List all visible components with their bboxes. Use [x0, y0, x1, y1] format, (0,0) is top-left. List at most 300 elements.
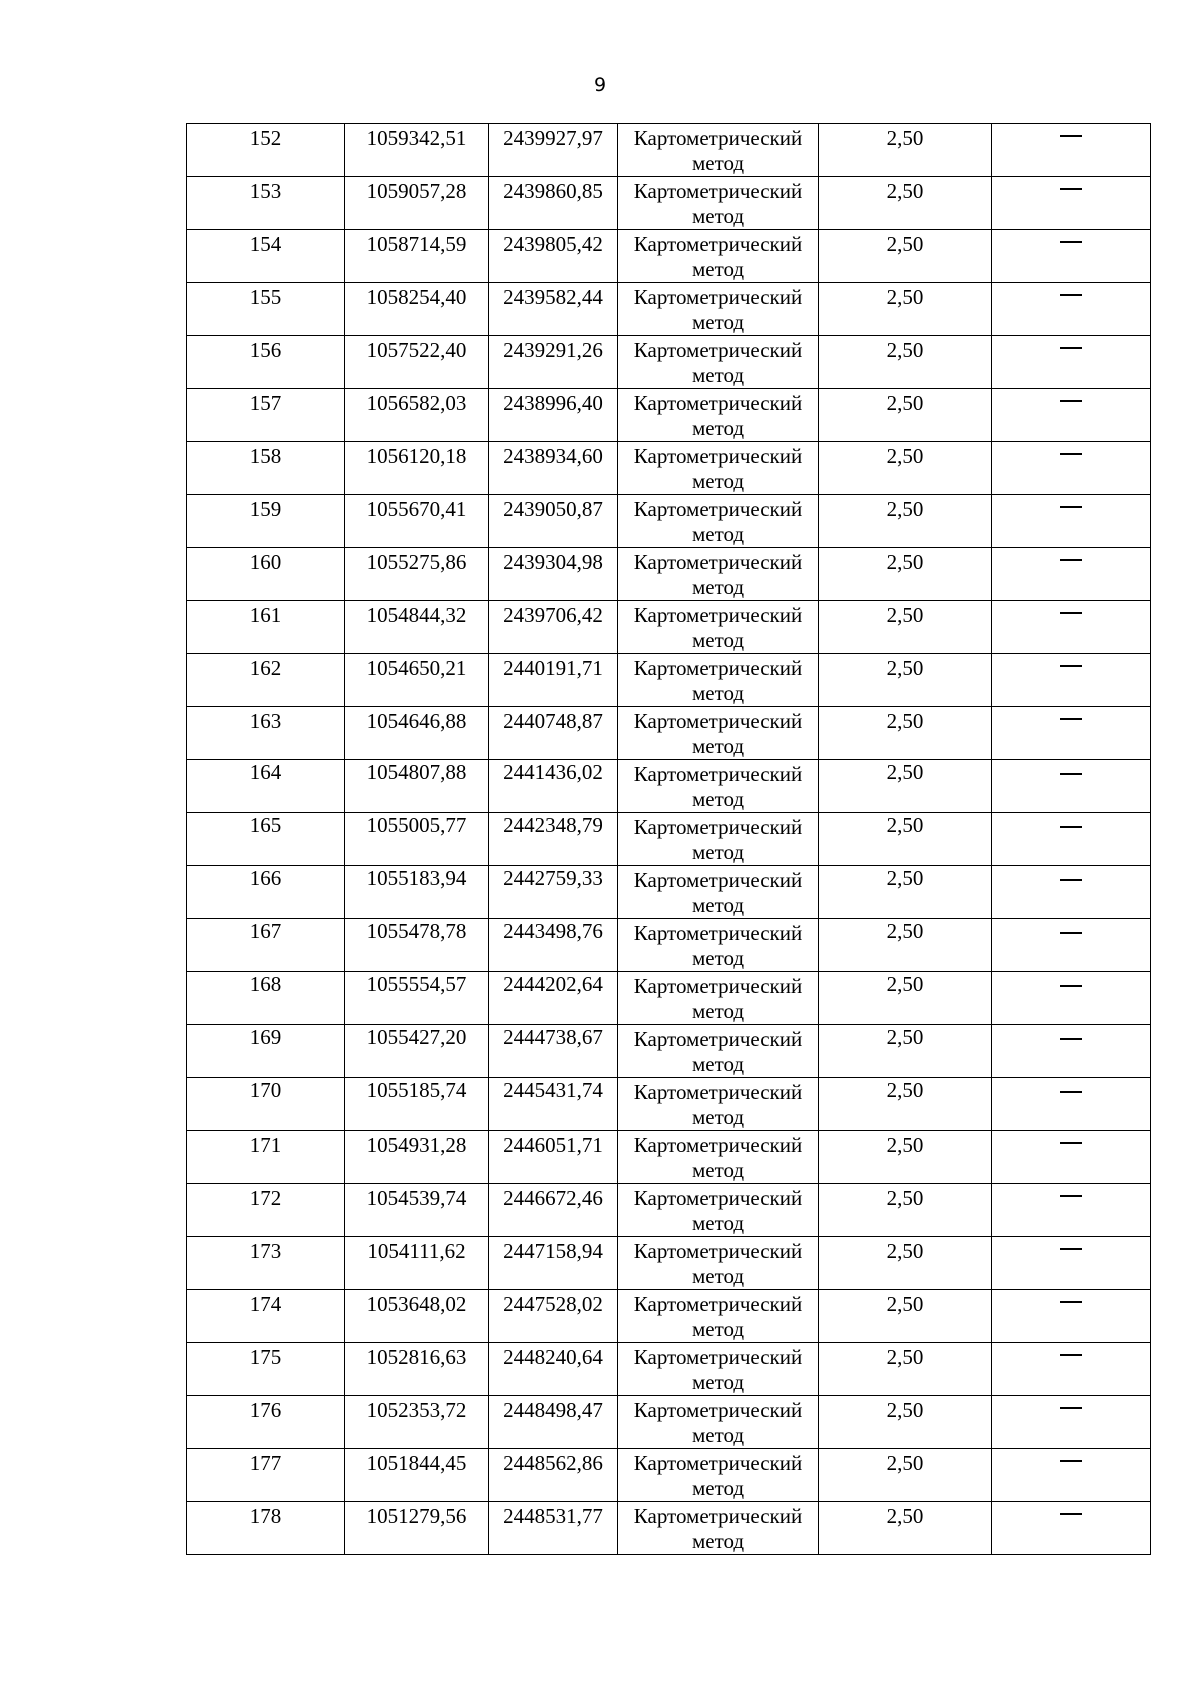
point-number-cell [187, 230, 345, 283]
x-coordinate-text: 1051844,45 [366, 1451, 467, 1475]
x-coordinate-text: 1054539,74 [366, 1186, 467, 1210]
page-number: 9 [593, 74, 607, 96]
y-coordinate-cell [489, 654, 618, 707]
dash-mark [1060, 241, 1082, 243]
accuracy-text: 2,50 [886, 391, 924, 415]
y-coordinate-text: 2440748,87 [503, 709, 603, 733]
x-coordinate-cell [345, 336, 489, 389]
point-number-cell [187, 1396, 345, 1449]
note-cell [992, 1237, 1151, 1290]
y-coordinate-cell [489, 760, 618, 813]
point-number-cell [187, 654, 345, 707]
x-coordinate-text: 1054807,88 [366, 760, 467, 784]
table-row [187, 1290, 1151, 1343]
y-coordinate-text: 2441436,02 [503, 760, 603, 784]
table-row [187, 972, 1151, 1025]
x-coordinate-cell [345, 283, 489, 336]
dash-mark [1060, 1142, 1082, 1144]
x-coordinate-cell [345, 601, 489, 654]
method-text: Картометрический метод [633, 603, 803, 652]
point-number-text: 154 [249, 232, 282, 256]
y-coordinate-cell [489, 177, 618, 230]
method-text: Картометрический метод [633, 497, 803, 546]
x-coordinate-text: 1054111,62 [367, 1239, 466, 1263]
y-coordinate-cell [489, 707, 618, 760]
method-cell [618, 389, 819, 442]
method-text: Картометрический метод [633, 1398, 803, 1447]
y-coordinate-text: 2439805,42 [503, 232, 603, 256]
accuracy-cell [819, 654, 992, 707]
point-number-cell [187, 1343, 345, 1396]
point-number-text: 178 [249, 1504, 282, 1528]
y-coordinate-cell [489, 389, 618, 442]
y-coordinate-text: 2439860,85 [503, 179, 603, 203]
y-coordinate-text: 2439050,87 [503, 497, 603, 521]
dash-mark [1060, 879, 1082, 881]
note-cell [992, 495, 1151, 548]
method-cell [618, 760, 819, 813]
x-coordinate-text: 1055005,77 [366, 813, 467, 837]
y-coordinate-text: 2446051,71 [503, 1133, 603, 1157]
method-cell [618, 124, 819, 177]
method-text: Картометрический метод [633, 338, 803, 387]
x-coordinate-text: 1059057,28 [366, 179, 467, 203]
x-coordinate-text: 1051279,56 [366, 1504, 467, 1528]
accuracy-text: 2,50 [886, 709, 924, 733]
point-number-cell [187, 1184, 345, 1237]
y-coordinate-cell [489, 1131, 618, 1184]
accuracy-text: 2,50 [886, 1025, 924, 1049]
point-number-cell [187, 495, 345, 548]
method-cell [618, 548, 819, 601]
note-cell [992, 760, 1151, 813]
dash-mark [1060, 932, 1082, 934]
method-text: Картометрический метод [633, 921, 803, 970]
accuracy-text: 2,50 [886, 1504, 924, 1528]
table-row [187, 866, 1151, 919]
method-text: Картометрический метод [633, 974, 803, 1023]
accuracy-cell [819, 177, 992, 230]
dash-mark [1060, 773, 1082, 775]
note-cell [992, 707, 1151, 760]
accuracy-cell [819, 1184, 992, 1237]
point-number-cell [187, 124, 345, 177]
dash-mark [1060, 665, 1082, 667]
y-coordinate-text: 2448240,64 [503, 1345, 603, 1369]
x-coordinate-text: 1055554,57 [366, 972, 467, 996]
y-coordinate-cell [489, 866, 618, 919]
point-number-text: 161 [249, 603, 282, 627]
table-row [187, 601, 1151, 654]
dash-mark [1060, 506, 1082, 508]
dash-mark [1060, 347, 1082, 349]
x-coordinate-text: 1053648,02 [366, 1292, 467, 1316]
y-coordinate-cell [489, 919, 618, 972]
dash-mark [1060, 1513, 1082, 1515]
y-coordinate-text: 2446672,46 [503, 1186, 603, 1210]
y-coordinate-text: 2444738,67 [503, 1025, 603, 1049]
method-text: Картометрический метод [633, 868, 803, 917]
x-coordinate-cell [345, 1025, 489, 1078]
method-cell [618, 1449, 819, 1502]
table-row [187, 1078, 1151, 1131]
point-number-text: 160 [249, 550, 282, 574]
note-cell [992, 548, 1151, 601]
y-coordinate-text: 2445431,74 [503, 1078, 603, 1102]
method-text: Картометрический метод [633, 391, 803, 440]
method-cell [618, 283, 819, 336]
accuracy-text: 2,50 [886, 972, 924, 996]
x-coordinate-text: 1054650,21 [366, 656, 467, 680]
note-cell [992, 124, 1151, 177]
y-coordinate-text: 2439706,42 [503, 603, 603, 627]
point-number-text: 173 [249, 1239, 282, 1263]
y-coordinate-text: 2447528,02 [503, 1292, 603, 1316]
note-cell [992, 1078, 1151, 1131]
point-number-cell [187, 336, 345, 389]
point-number-text: 156 [249, 338, 282, 362]
accuracy-cell [819, 972, 992, 1025]
point-number-cell [187, 760, 345, 813]
accuracy-text: 2,50 [886, 656, 924, 680]
dash-mark [1060, 1091, 1082, 1093]
x-coordinate-text: 1054931,28 [366, 1133, 467, 1157]
point-number-text: 166 [249, 866, 282, 890]
y-coordinate-text: 2439304,98 [503, 550, 603, 574]
point-number-text: 175 [249, 1345, 282, 1369]
dash-mark [1060, 453, 1082, 455]
accuracy-text: 2,50 [886, 1292, 924, 1316]
accuracy-cell [819, 760, 992, 813]
y-coordinate-cell [489, 813, 618, 866]
dash-mark [1060, 1248, 1082, 1250]
x-coordinate-text: 1054844,32 [366, 603, 467, 627]
accuracy-cell [819, 1290, 992, 1343]
accuracy-text: 2,50 [886, 550, 924, 574]
method-text: Картометрический метод [633, 126, 803, 175]
x-coordinate-text: 1055183,94 [366, 866, 467, 890]
y-coordinate-text: 2438996,40 [503, 391, 603, 415]
table-row [187, 283, 1151, 336]
dash-mark [1060, 1407, 1082, 1409]
accuracy-text: 2,50 [886, 603, 924, 627]
accuracy-text: 2,50 [886, 813, 924, 837]
table-row [187, 760, 1151, 813]
accuracy-cell [819, 283, 992, 336]
note-cell [992, 813, 1151, 866]
y-coordinate-cell [489, 1025, 618, 1078]
x-coordinate-cell [345, 1131, 489, 1184]
point-number-text: 170 [249, 1078, 282, 1102]
y-coordinate-cell [489, 283, 618, 336]
method-cell [618, 1131, 819, 1184]
accuracy-cell [819, 601, 992, 654]
x-coordinate-text: 1055670,41 [366, 497, 467, 521]
x-coordinate-cell [345, 1502, 489, 1555]
x-coordinate-cell [345, 919, 489, 972]
accuracy-text: 2,50 [886, 760, 924, 784]
x-coordinate-cell [345, 124, 489, 177]
note-cell [992, 972, 1151, 1025]
x-coordinate-cell [345, 760, 489, 813]
point-number-text: 165 [249, 813, 282, 837]
method-text: Картометрический метод [633, 1239, 803, 1288]
method-text: Картометрический метод [633, 1027, 803, 1076]
method-text: Картометрический метод [633, 1080, 803, 1129]
x-coordinate-cell [345, 707, 489, 760]
point-number-text: 162 [249, 656, 282, 680]
x-coordinate-text: 1058714,59 [366, 232, 467, 256]
table-row [187, 389, 1151, 442]
table-row [187, 1343, 1151, 1396]
x-coordinate-cell [345, 230, 489, 283]
x-coordinate-cell [345, 389, 489, 442]
table-row [187, 177, 1151, 230]
note-cell [992, 866, 1151, 919]
accuracy-cell [819, 1396, 992, 1449]
method-cell [618, 230, 819, 283]
point-number-cell [187, 813, 345, 866]
x-coordinate-cell [345, 1184, 489, 1237]
x-coordinate-cell [345, 813, 489, 866]
table-row [187, 548, 1151, 601]
y-coordinate-text: 2444202,64 [503, 972, 603, 996]
y-coordinate-cell [489, 1078, 618, 1131]
method-cell [618, 177, 819, 230]
method-text: Картометрический метод [633, 815, 803, 864]
accuracy-cell [819, 548, 992, 601]
y-coordinate-cell [489, 442, 618, 495]
table-row [187, 336, 1151, 389]
point-number-cell [187, 919, 345, 972]
point-number-cell [187, 442, 345, 495]
y-coordinate-text: 2442759,33 [503, 866, 603, 890]
x-coordinate-cell [345, 495, 489, 548]
method-text: Картометрический метод [633, 709, 803, 758]
accuracy-cell [819, 124, 992, 177]
table-row [187, 707, 1151, 760]
table-row [187, 813, 1151, 866]
dash-mark [1060, 400, 1082, 402]
method-cell [618, 919, 819, 972]
accuracy-cell [819, 1502, 992, 1555]
accuracy-cell [819, 919, 992, 972]
table-row [187, 919, 1151, 972]
x-coordinate-cell [345, 1078, 489, 1131]
table-row [187, 1131, 1151, 1184]
point-number-text: 158 [249, 444, 282, 468]
note-cell [992, 601, 1151, 654]
note-cell [992, 1343, 1151, 1396]
method-cell [618, 972, 819, 1025]
note-cell [992, 1502, 1151, 1555]
y-coordinate-cell [489, 548, 618, 601]
method-text: Картометрический метод [633, 285, 803, 334]
dash-mark [1060, 559, 1082, 561]
point-number-text: 153 [249, 179, 282, 203]
accuracy-text: 2,50 [886, 232, 924, 256]
method-text: Картометрический метод [633, 656, 803, 705]
accuracy-cell [819, 1449, 992, 1502]
point-number-text: 155 [249, 285, 282, 309]
y-coordinate-text: 2439582,44 [503, 285, 603, 309]
accuracy-text: 2,50 [886, 866, 924, 890]
note-cell [992, 654, 1151, 707]
point-number-text: 167 [249, 919, 282, 943]
x-coordinate-text: 1057522,40 [366, 338, 467, 362]
table-row [187, 495, 1151, 548]
y-coordinate-cell [489, 601, 618, 654]
table-row [187, 1237, 1151, 1290]
point-number-cell [187, 1237, 345, 1290]
accuracy-cell [819, 1078, 992, 1131]
method-text: Картометрический метод [633, 179, 803, 228]
accuracy-cell [819, 230, 992, 283]
accuracy-cell [819, 336, 992, 389]
y-coordinate-text: 2448562,86 [503, 1451, 603, 1475]
note-cell [992, 1396, 1151, 1449]
method-text: Картометрический метод [633, 444, 803, 493]
method-text: Картометрический метод [633, 232, 803, 281]
accuracy-cell [819, 1343, 992, 1396]
table-row [187, 1184, 1151, 1237]
x-coordinate-cell [345, 1396, 489, 1449]
method-text: Картометрический метод [633, 1292, 803, 1341]
method-cell [618, 1343, 819, 1396]
note-cell [992, 1184, 1151, 1237]
y-coordinate-text: 2448498,47 [503, 1398, 603, 1422]
dash-mark [1060, 718, 1082, 720]
method-cell [618, 601, 819, 654]
dash-mark [1060, 612, 1082, 614]
method-cell [618, 707, 819, 760]
method-cell [618, 442, 819, 495]
accuracy-cell [819, 866, 992, 919]
y-coordinate-cell [489, 972, 618, 1025]
table-body [187, 124, 1151, 1555]
method-cell [618, 1396, 819, 1449]
method-cell [618, 1290, 819, 1343]
table-row [187, 230, 1151, 283]
note-cell [992, 1131, 1151, 1184]
note-cell [992, 919, 1151, 972]
point-number-cell [187, 1078, 345, 1131]
x-coordinate-text: 1056582,03 [366, 391, 467, 415]
x-coordinate-text: 1058254,40 [366, 285, 467, 309]
x-coordinate-cell [345, 972, 489, 1025]
x-coordinate-cell [345, 1290, 489, 1343]
accuracy-cell [819, 813, 992, 866]
x-coordinate-text: 1056120,18 [366, 444, 467, 468]
dash-mark [1060, 1354, 1082, 1356]
accuracy-text: 2,50 [886, 1078, 924, 1102]
x-coordinate-cell [345, 1237, 489, 1290]
method-text: Картометрический метод [633, 1133, 803, 1182]
x-coordinate-cell [345, 177, 489, 230]
y-coordinate-cell [489, 230, 618, 283]
accuracy-text: 2,50 [886, 444, 924, 468]
note-cell [992, 1290, 1151, 1343]
point-number-cell [187, 707, 345, 760]
x-coordinate-cell [345, 548, 489, 601]
dash-mark [1060, 188, 1082, 190]
note-cell [992, 283, 1151, 336]
y-coordinate-cell [489, 1396, 618, 1449]
accuracy-text: 2,50 [886, 1186, 924, 1210]
y-coordinate-cell [489, 1502, 618, 1555]
point-number-text: 177 [249, 1451, 282, 1475]
y-coordinate-cell [489, 1449, 618, 1502]
dash-mark [1060, 1460, 1082, 1462]
dash-mark [1060, 1301, 1082, 1303]
y-coordinate-text: 2438934,60 [503, 444, 603, 468]
point-number-cell [187, 1290, 345, 1343]
point-number-text: 171 [249, 1133, 282, 1157]
coordinates-table [186, 123, 1151, 1555]
point-number-cell [187, 1502, 345, 1555]
method-cell [618, 866, 819, 919]
x-coordinate-text: 1054646,88 [366, 709, 467, 733]
x-coordinate-cell [345, 866, 489, 919]
method-text: Картометрический метод [633, 1451, 803, 1500]
accuracy-cell [819, 495, 992, 548]
x-coordinate-cell [345, 1343, 489, 1396]
method-cell [618, 495, 819, 548]
note-cell [992, 230, 1151, 283]
point-number-text: 152 [249, 126, 282, 150]
y-coordinate-text: 2447158,94 [503, 1239, 603, 1263]
method-cell [618, 1502, 819, 1555]
y-coordinate-text: 2443498,76 [503, 919, 603, 943]
point-number-cell [187, 601, 345, 654]
method-text: Картометрический метод [633, 1186, 803, 1235]
x-coordinate-text: 1055275,86 [366, 550, 467, 574]
accuracy-cell [819, 442, 992, 495]
dash-mark [1060, 985, 1082, 987]
point-number-cell [187, 177, 345, 230]
y-coordinate-cell [489, 1290, 618, 1343]
accuracy-text: 2,50 [886, 1239, 924, 1263]
accuracy-text: 2,50 [886, 179, 924, 203]
x-coordinate-text: 1052353,72 [366, 1398, 467, 1422]
x-coordinate-text: 1055185,74 [366, 1078, 467, 1102]
x-coordinate-text: 1052816,63 [366, 1345, 467, 1369]
table-row [187, 124, 1151, 177]
y-coordinate-text: 2440191,71 [503, 656, 603, 680]
point-number-text: 176 [249, 1398, 282, 1422]
table-row [187, 654, 1151, 707]
table-row [187, 1396, 1151, 1449]
method-text: Картометрический метод [633, 550, 803, 599]
y-coordinate-cell [489, 1343, 618, 1396]
accuracy-text: 2,50 [886, 919, 924, 943]
method-cell [618, 1184, 819, 1237]
accuracy-cell [819, 1131, 992, 1184]
accuracy-text: 2,50 [886, 1345, 924, 1369]
method-text: Картометрический метод [633, 1345, 803, 1394]
point-number-text: 169 [249, 1025, 282, 1049]
accuracy-cell [819, 707, 992, 760]
accuracy-text: 2,50 [886, 1451, 924, 1475]
point-number-text: 172 [249, 1186, 282, 1210]
y-coordinate-cell [489, 1184, 618, 1237]
y-coordinate-cell [489, 336, 618, 389]
method-text: Картометрический метод [633, 762, 803, 811]
y-coordinate-cell [489, 124, 618, 177]
method-text: Картометрический метод [633, 1504, 803, 1553]
accuracy-text: 2,50 [886, 497, 924, 521]
accuracy-text: 2,50 [886, 126, 924, 150]
